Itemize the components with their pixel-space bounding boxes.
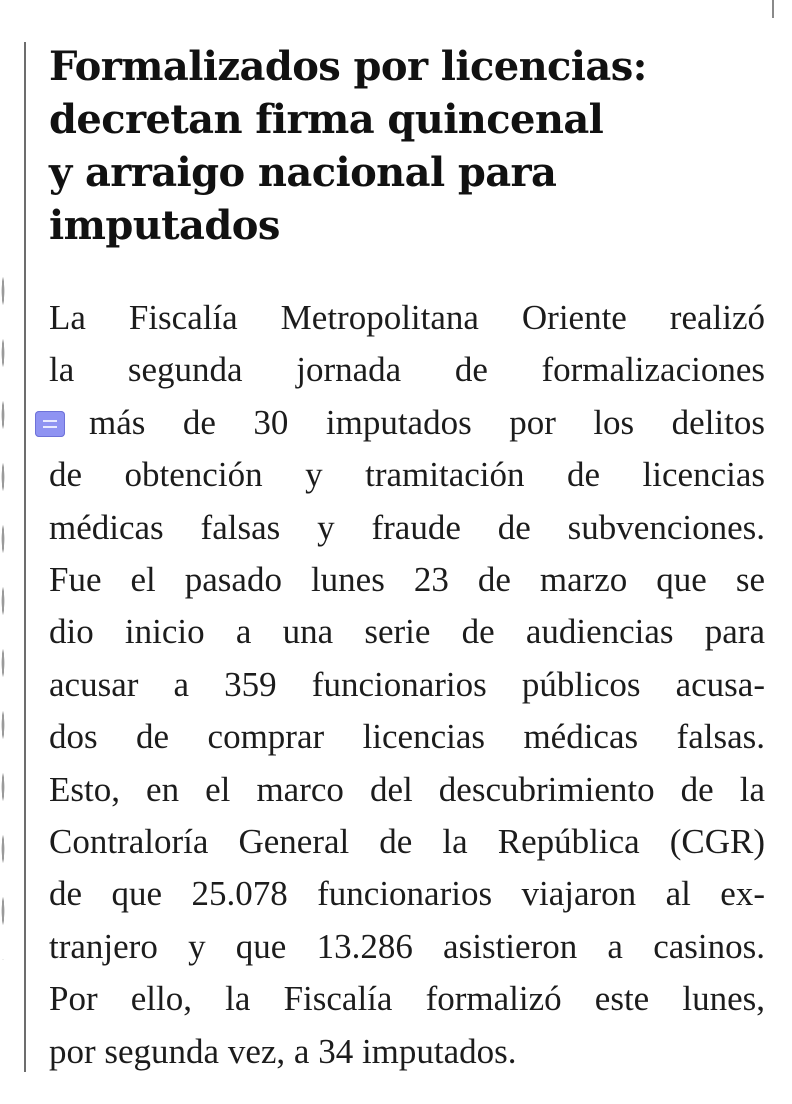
corner-mark — [772, 0, 774, 18]
note-icon[interactable] — [35, 411, 65, 437]
headline-line: imputados — [49, 202, 280, 249]
body-line: la segunda jornada de formalizaciones — [49, 350, 765, 390]
body-line: dos de comprar licencias médicas falsas. — [49, 717, 765, 757]
article-body — [49, 292, 765, 1078]
headline-line: y arraigo nacional para — [49, 149, 557, 196]
article-headline — [49, 40, 769, 252]
margin-dots — [0, 260, 6, 960]
body-line: acusar a 359 funcionarios públicos acusa- — [49, 664, 765, 704]
body-line: Fue el pasado lunes 23 de marzo que se — [49, 560, 765, 600]
body-line: La Fiscalía Metropolitana Oriente realizó — [49, 298, 765, 337]
headline-line: Formalizados por licencias: — [49, 43, 647, 90]
body-line: médicas falsas y fraude de subvenciones. — [49, 507, 765, 547]
body-line: Por ello, la Fiscalía formalizó este lunes, — [49, 979, 765, 1019]
column-rule — [24, 42, 26, 1072]
body-line: de que 25.078 funcionarios viajaron al ex- — [49, 874, 765, 914]
body-line-with-note — [49, 397, 765, 449]
body-line: tranjero y que 13.286 asistieron a casinos. — [49, 926, 765, 966]
body-line: Contraloría General de la República (CGR) — [49, 822, 765, 862]
body-line: dio inicio a una serie de audiencias para — [49, 612, 765, 652]
body-line: por segunda vez, a 34 imputados. — [49, 1031, 517, 1071]
headline-line: decretan firma quincenal — [49, 96, 604, 143]
body-line: de obtención y tramitación de licencias — [49, 455, 765, 495]
body-line: Esto, en el marco del descubrimiento de la — [49, 769, 765, 809]
body-line-text: más de 30 imputados por los delitos — [89, 402, 765, 442]
